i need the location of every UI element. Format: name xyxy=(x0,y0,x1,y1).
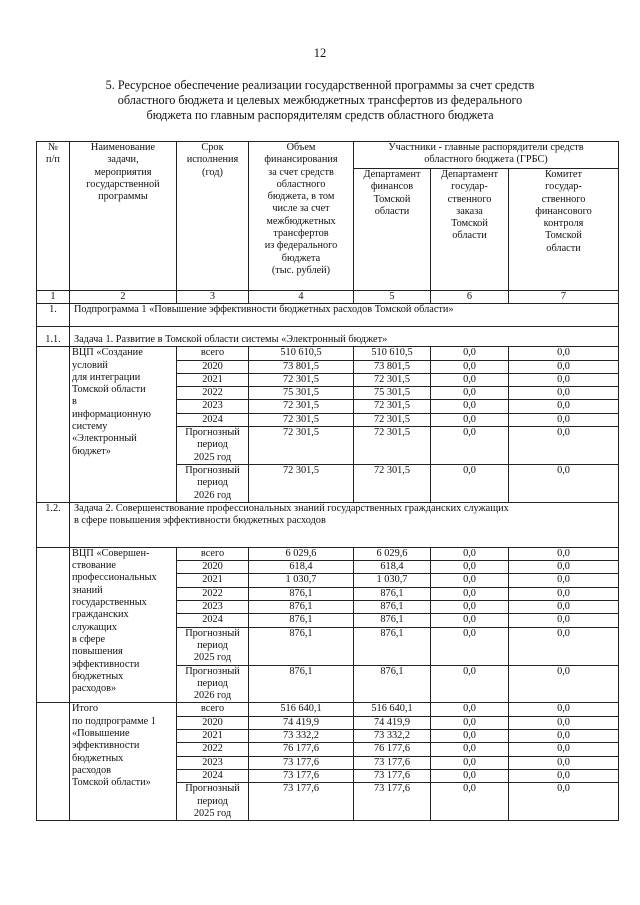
dept-procurement-cell: 0,0 xyxy=(431,373,509,386)
control-committee-cell: 0,0 xyxy=(509,614,619,627)
term-cell: 2024 xyxy=(177,614,249,627)
row-number xyxy=(37,703,70,821)
dept-procurement-cell: 0,0 xyxy=(431,427,509,465)
control-committee-cell: 0,0 xyxy=(509,716,619,729)
dept-procurement-cell: 0,0 xyxy=(431,743,509,756)
term-cell: 2021 xyxy=(177,730,249,743)
dept-finance-cell: 516 640,1 xyxy=(354,703,431,716)
volume-cell: 73 332,2 xyxy=(249,730,354,743)
header-control-committee: Комитет государ- ственного финансового контроля Томской области xyxy=(509,169,619,291)
dept-finance-cell: 876,1 xyxy=(354,587,431,600)
dept-finance-cell: 6 029,6 xyxy=(354,547,431,560)
dept-procurement-cell: 0,0 xyxy=(431,783,509,821)
control-committee-cell: 0,0 xyxy=(509,743,619,756)
title-line: 5. Ресурсное обеспечение реализации государственной программы за счет средств xyxy=(105,78,535,92)
header-num: № п/п xyxy=(37,142,70,291)
control-committee-cell: 0,0 xyxy=(509,627,619,665)
dept-procurement-cell: 0,0 xyxy=(431,703,509,716)
header-term: Срок исполнения (год) xyxy=(177,142,249,291)
term-cell: 2023 xyxy=(177,601,249,614)
dept-finance-cell: 876,1 xyxy=(354,601,431,614)
volume-cell: 73 177,6 xyxy=(249,783,354,821)
dept-finance-cell: 73 177,6 xyxy=(354,756,431,769)
column-number: 4 xyxy=(249,291,354,304)
term-cell: 2020 xyxy=(177,360,249,373)
term-cell: 2021 xyxy=(177,574,249,587)
control-committee-cell: 0,0 xyxy=(509,387,619,400)
control-committee-cell: 0,0 xyxy=(509,561,619,574)
row-number xyxy=(37,347,70,503)
control-committee-cell: 0,0 xyxy=(509,360,619,373)
header-dept-finance: Департамент финансов Томской области xyxy=(354,169,431,291)
volume-cell: 72 301,5 xyxy=(249,373,354,386)
dept-finance-cell: 72 301,5 xyxy=(354,373,431,386)
row-number: 1. xyxy=(37,304,70,327)
volume-cell: 876,1 xyxy=(249,587,354,600)
dept-finance-cell: 73 177,6 xyxy=(354,783,431,821)
control-committee-cell: 0,0 xyxy=(509,756,619,769)
header-dept-procurement: Департамент государ- ственного заказа Томской области xyxy=(431,169,509,291)
term-cell: Прогнозный период 2026 год xyxy=(177,464,249,502)
header-volume: Объем финансирования за счет средств областного бюджета, в том числе за счет межбюджетных трансфертов из федерального бюджета (тыс. рублей) xyxy=(249,142,354,291)
control-committee-cell: 0,0 xyxy=(509,400,619,413)
dept-finance-cell: 75 301,5 xyxy=(354,387,431,400)
term-cell: 2020 xyxy=(177,561,249,574)
dept-procurement-cell: 0,0 xyxy=(431,574,509,587)
data-row xyxy=(37,347,619,360)
control-committee-cell: 0,0 xyxy=(509,547,619,560)
volume-cell: 72 301,5 xyxy=(249,427,354,465)
control-committee-cell: 0,0 xyxy=(509,730,619,743)
term-cell: всего xyxy=(177,347,249,360)
section-title xyxy=(60,78,580,123)
header-participants: Участники - главные распорядители средств областного бюджета (ГРБС) xyxy=(354,142,619,169)
term-cell: 2022 xyxy=(177,387,249,400)
dept-procurement-cell: 0,0 xyxy=(431,716,509,729)
task-title: Задача 2. Совершенствование профессиональных знаний государственных гражданских служащих в сфере повышения эффективности бюджетных расходов xyxy=(70,502,619,547)
dept-finance-cell: 72 301,5 xyxy=(354,400,431,413)
dept-procurement-cell: 0,0 xyxy=(431,665,509,703)
dept-procurement-cell: 0,0 xyxy=(431,756,509,769)
volume-cell: 516 640,1 xyxy=(249,703,354,716)
control-committee-cell: 0,0 xyxy=(509,783,619,821)
column-number: 6 xyxy=(431,291,509,304)
term-cell: 2024 xyxy=(177,769,249,782)
term-cell: Прогнозный период 2025 год xyxy=(177,427,249,465)
dept-procurement-cell: 0,0 xyxy=(431,769,509,782)
column-number: 7 xyxy=(509,291,619,304)
dept-procurement-cell: 0,0 xyxy=(431,347,509,360)
dept-finance-cell: 876,1 xyxy=(354,665,431,703)
control-committee-cell: 0,0 xyxy=(509,769,619,782)
control-committee-cell: 0,0 xyxy=(509,464,619,502)
volume-cell: 72 301,5 xyxy=(249,464,354,502)
term-cell: Прогнозный период 2025 год xyxy=(177,783,249,821)
control-committee-cell: 0,0 xyxy=(509,665,619,703)
volume-cell: 510 610,5 xyxy=(249,347,354,360)
volume-cell: 74 419,9 xyxy=(249,716,354,729)
resource-table xyxy=(36,141,619,821)
dept-procurement-cell: 0,0 xyxy=(431,387,509,400)
volume-cell: 75 301,5 xyxy=(249,387,354,400)
activity-name: Итого по подпрограмме 1 «Повышение эффективности бюджетных расходов Томской области» xyxy=(70,703,177,821)
subprogram-row xyxy=(37,304,619,327)
dept-finance-cell: 618,4 xyxy=(354,561,431,574)
title-line: бюджета по главным распорядителям средств областного бюджета xyxy=(146,108,494,122)
volume-cell: 72 301,5 xyxy=(249,413,354,426)
row-number: 1.2. xyxy=(37,502,70,547)
dept-finance-cell: 73 177,6 xyxy=(354,769,431,782)
dept-finance-cell: 73 801,5 xyxy=(354,360,431,373)
dept-finance-cell: 72 301,5 xyxy=(354,413,431,426)
task-row xyxy=(37,502,619,547)
row-number xyxy=(37,547,70,703)
dept-finance-cell: 876,1 xyxy=(354,627,431,665)
volume-cell: 1 030,7 xyxy=(249,574,354,587)
activity-name: ВЦП «Совершен- ствование профессиональных знаний государственных гражданских служащих в сфере повышения эффективности бюджетных расходов» xyxy=(70,547,177,703)
volume-cell: 72 301,5 xyxy=(249,400,354,413)
volume-cell: 73 177,6 xyxy=(249,756,354,769)
dept-procurement-cell: 0,0 xyxy=(431,627,509,665)
row-number: 1.1. xyxy=(37,327,70,347)
header-name: Наименование задачи, мероприятия государственной программы xyxy=(70,142,177,291)
subprogram-title: Подпрограмма 1 «Повышение эффективности бюджетных расходов Томской области» xyxy=(70,304,619,327)
dept-procurement-cell: 0,0 xyxy=(431,587,509,600)
column-number: 5 xyxy=(354,291,431,304)
dept-procurement-cell: 0,0 xyxy=(431,360,509,373)
dept-procurement-cell: 0,0 xyxy=(431,464,509,502)
dept-procurement-cell: 0,0 xyxy=(431,547,509,560)
dept-finance-cell: 876,1 xyxy=(354,614,431,627)
dept-finance-cell: 73 332,2 xyxy=(354,730,431,743)
dept-finance-cell: 76 177,6 xyxy=(354,743,431,756)
term-cell: Прогнозный период 2026 год xyxy=(177,665,249,703)
volume-cell: 876,1 xyxy=(249,601,354,614)
term-cell: всего xyxy=(177,547,249,560)
term-cell: 2022 xyxy=(177,743,249,756)
column-number: 1 xyxy=(37,291,70,304)
activity-name: ВЦП «Создание условий для интеграции Томской области в информационную систему «Электронный бюджет» xyxy=(70,347,177,503)
dept-finance-cell: 1 030,7 xyxy=(354,574,431,587)
volume-cell: 618,4 xyxy=(249,561,354,574)
dept-procurement-cell: 0,0 xyxy=(431,730,509,743)
volume-cell: 6 029,6 xyxy=(249,547,354,560)
volume-cell: 76 177,6 xyxy=(249,743,354,756)
data-row xyxy=(37,547,619,560)
column-numbers-row xyxy=(37,291,619,304)
term-cell: 2023 xyxy=(177,400,249,413)
column-number: 2 xyxy=(70,291,177,304)
dept-finance-cell: 72 301,5 xyxy=(354,427,431,465)
control-committee-cell: 0,0 xyxy=(509,574,619,587)
volume-cell: 876,1 xyxy=(249,627,354,665)
term-cell: всего xyxy=(177,703,249,716)
control-committee-cell: 0,0 xyxy=(509,601,619,614)
term-cell: 2020 xyxy=(177,716,249,729)
term-cell: 2022 xyxy=(177,587,249,600)
dept-finance-cell: 74 419,9 xyxy=(354,716,431,729)
page-number: 12 xyxy=(313,46,327,60)
control-committee-cell: 0,0 xyxy=(509,427,619,465)
title-line: областного бюджета и целевых межбюджетных трансфертов из федерального xyxy=(117,93,523,107)
control-committee-cell: 0,0 xyxy=(509,347,619,360)
task-row xyxy=(37,327,619,347)
term-cell: Прогнозный период 2025 год xyxy=(177,627,249,665)
term-cell: 2023 xyxy=(177,756,249,769)
control-committee-cell: 0,0 xyxy=(509,413,619,426)
dept-procurement-cell: 0,0 xyxy=(431,400,509,413)
control-committee-cell: 0,0 xyxy=(509,703,619,716)
dept-finance-cell: 72 301,5 xyxy=(354,464,431,502)
volume-cell: 876,1 xyxy=(249,614,354,627)
task-title: Задача 1. Развитие в Томской области системы «Электронный бюджет» xyxy=(70,327,619,347)
term-cell: 2024 xyxy=(177,413,249,426)
control-committee-cell: 0,0 xyxy=(509,373,619,386)
volume-cell: 73 177,6 xyxy=(249,769,354,782)
control-committee-cell: 0,0 xyxy=(509,587,619,600)
dept-procurement-cell: 0,0 xyxy=(431,413,509,426)
dept-procurement-cell: 0,0 xyxy=(431,561,509,574)
volume-cell: 73 801,5 xyxy=(249,360,354,373)
dept-procurement-cell: 0,0 xyxy=(431,614,509,627)
data-row xyxy=(37,703,619,716)
dept-finance-cell: 510 610,5 xyxy=(354,347,431,360)
column-number: 3 xyxy=(177,291,249,304)
term-cell: 2021 xyxy=(177,373,249,386)
volume-cell: 876,1 xyxy=(249,665,354,703)
dept-procurement-cell: 0,0 xyxy=(431,601,509,614)
